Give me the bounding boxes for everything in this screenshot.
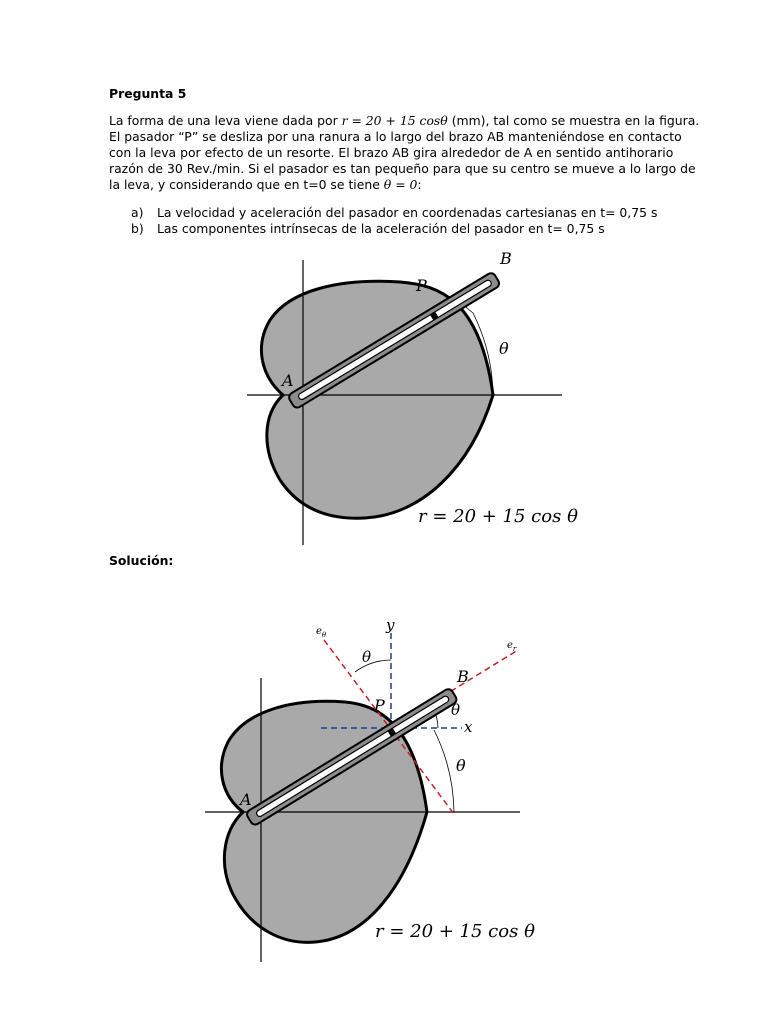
question-line-2: El pasador “P” se desliza por una ranura a lo largo del brazo AB manteniéndose en contacto xyxy=(109,129,682,144)
equation-2: r = 20 + 15 cos θ xyxy=(375,921,535,942)
label-theta-main: θ xyxy=(456,756,466,775)
list-item-b-text: Las componentes intrínsecas de la aceleración del pasador en t= 0,75 s xyxy=(157,221,605,236)
question-line-4: razón de 30 Rev./min. Si el pasador es tan pequeño para que su centro se mueve a lo largo de xyxy=(109,161,696,176)
equation-1: r = 20 + 15 cos θ xyxy=(418,506,578,527)
label-b: B xyxy=(500,249,512,268)
label-b-2: B xyxy=(457,667,469,686)
question-line-5-formula: θ = 0 xyxy=(383,177,418,192)
question-line-1-pre: La forma de una leva viene dada por xyxy=(109,113,342,128)
label-theta-local: θ xyxy=(451,701,461,719)
list-item-a-text: La velocidad y aceleración del pasador en coordenadas cartesianas en t= 0,75 s xyxy=(157,205,658,220)
label-a: A xyxy=(282,371,294,390)
question-line-1-formula: r = 20 + 15 cosθ xyxy=(341,113,448,128)
label-e-r-sub: r xyxy=(512,645,517,653)
label-e-r xyxy=(507,640,517,653)
label-theta: θ xyxy=(499,339,509,358)
theta-arc-main xyxy=(434,730,454,812)
label-p: P xyxy=(416,276,427,295)
label-e-theta-base: e xyxy=(316,626,322,637)
label-p-2: P xyxy=(374,696,385,715)
question-line-3: con la leva por efecto de un resorte. El brazo AB gira alrededor de A en sentido antihorario xyxy=(109,145,674,160)
label-e-r-base: e xyxy=(507,640,513,651)
question-line-5-post: : xyxy=(417,177,422,192)
label-y: y xyxy=(386,616,395,634)
theta-arc-top xyxy=(355,660,391,672)
label-x: x xyxy=(464,718,473,736)
list-item-a-marker: a) xyxy=(131,205,144,220)
question-line-5-pre: la leva, y considerando que en t=0 se tiene xyxy=(109,177,384,192)
question-heading: Pregunta 5 xyxy=(109,86,187,101)
label-e-theta xyxy=(316,626,327,639)
label-a-2: A xyxy=(240,790,252,809)
question-line-1-post: (mm), tal como se muestra en la figura. xyxy=(447,113,700,128)
label-e-theta-sub: θ xyxy=(321,631,327,639)
solution-heading: Solución: xyxy=(109,553,174,568)
list-item-b-marker: b) xyxy=(131,221,144,236)
label-theta-top: θ xyxy=(362,648,372,666)
